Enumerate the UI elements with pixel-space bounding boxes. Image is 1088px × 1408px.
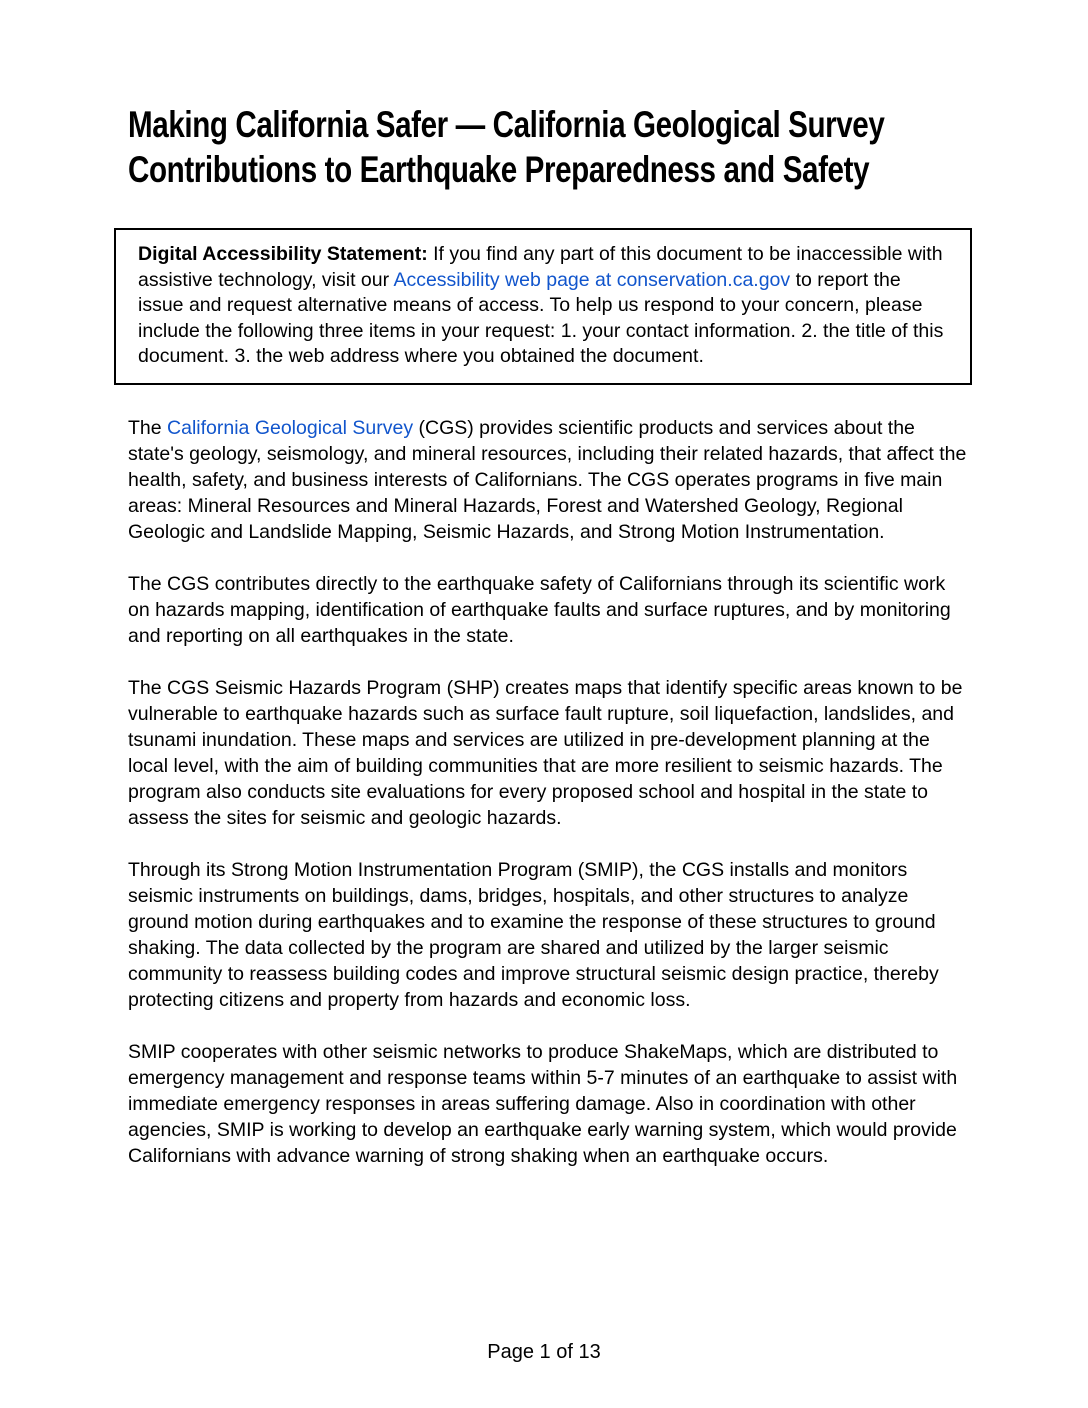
accessibility-statement-label: Digital Accessibility Statement: bbox=[138, 243, 428, 265]
document-page bbox=[128, 0, 969, 1195]
paragraph-seismic-hazards-program: The CGS Seismic Hazards Program (SHP) creates maps that identify specific areas known to be vulnerable to earthquake hazards such as surface fault rupture, soil liquefaction, landslides, and tsunami inundation. These maps and services are utilized in pre-development planning at the local level, with the aim of building communities that are more resilient to seismic hazards. The program also conducts site evaluations for every proposed school and hospital in the state to assess the sites for seismic and geologic hazards. bbox=[128, 676, 963, 829]
page-title-line-2: Contributions to Earthquake Preparedness and Safety bbox=[128, 149, 870, 190]
accessibility-statement-text-before-link: If you find any part of this document to be inaccessible with assistive technology, visit our bbox=[138, 243, 943, 291]
accessibility-statement-text-after-link: to report the issue and request alternative means of access. To help us respond to your concern, please include the following three items in your request: 1. your contact information. 2. the title of this document. 3. the web address where you obtained the document. bbox=[138, 268, 944, 367]
accessibility-web-page-link[interactable]: Accessibility web page at conservation.ca.gov bbox=[393, 268, 791, 291]
page-title bbox=[128, 0, 885, 192]
paragraph-earthquake-safety: The CGS contributes directly to the earthquake safety of Californians through its scientific work on hazards mapping, identification of earthquake faults and surface ruptures, and by monitoring and reporting on all earthquakes in the state. bbox=[128, 572, 951, 647]
paragraph-strong-motion-instrumentation: Through its Strong Motion Instrumentation Program (SMIP), the CGS installs and monitors seismic instruments on buildings, dams, bridges, hospitals, and other structures to analyze ground motion during earthquakes and to examine the response of these structures to ground shaking. The data collected by the program are shared and utilized by the larger seismic community to reassess building codes and improve structural seismic design practice, thereby protecting citizens and property from hazards and economic loss. bbox=[128, 858, 939, 1011]
accessibility-statement-box bbox=[114, 228, 972, 385]
paragraph-cgs-overview-text-before-link: The bbox=[128, 416, 168, 439]
paragraph-cgs-overview bbox=[128, 415, 969, 545]
paragraph-cgs-overview-text-after-link: (CGS) provides scientific products and services about the state's geology, seismology, and mineral resources, including their related hazards, that affect the health, safety, and business interests of Californians. The CGS operates programs in five main areas: Mineral Resources and Mineral Hazards, Forest and Watershed Geology, Regional Geologic and Landslide Mapping, Seismic Hazards, and Strong Motion Instrumentation. bbox=[128, 416, 967, 543]
page-number: Page 1 of 13 bbox=[487, 1341, 601, 1363]
page-title-line-1: Making California Safer — California Geological Survey bbox=[128, 104, 885, 145]
paragraph-smip-shakemaps: SMIP cooperates with other seismic networks to produce ShakeMaps, which are distributed to emergency management and response teams within 5-7 minutes of an earthquake to assist with immediate emergency responses in areas suffering damage. Also in coordination with other agencies, SMIP is working to develop an earthquake early warning system, which would provide Californians with advance warning of strong shaking when an earthquake occurs. bbox=[128, 1040, 958, 1167]
california-geological-survey-link[interactable]: California Geological Survey bbox=[167, 416, 414, 439]
